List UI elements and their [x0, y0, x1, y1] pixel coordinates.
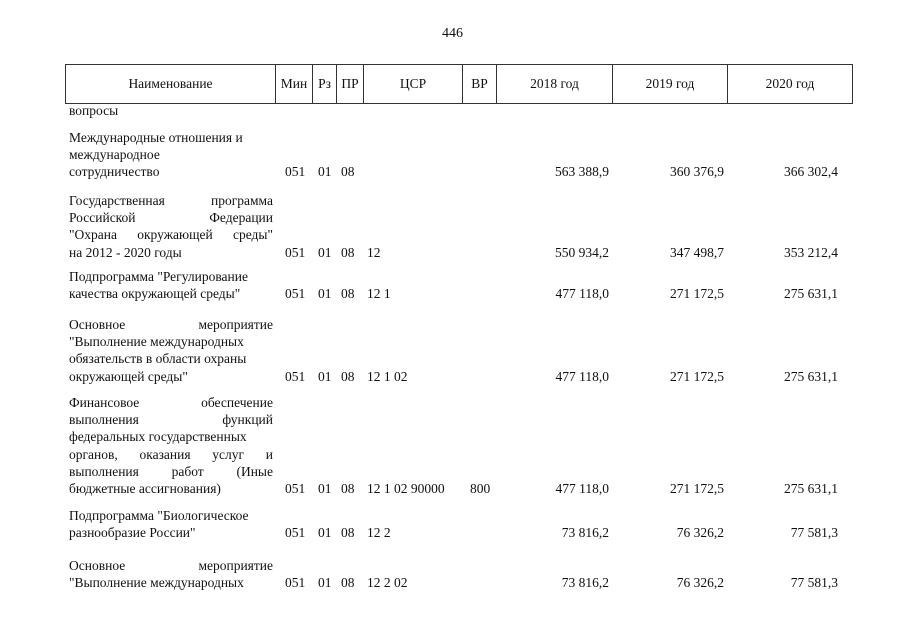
row-rz: 01 — [318, 244, 332, 260]
row-min: 051 — [285, 244, 306, 260]
row-csr: 12 1 — [367, 286, 391, 302]
row-pr: 08 — [341, 164, 355, 180]
row-2018: 477 118,0 — [555, 480, 609, 496]
row-2020: 275 631,1 — [784, 480, 838, 496]
table-row — [0, 268, 905, 302]
row-name-line: выполнения функций — [69, 412, 273, 428]
header-csr: ЦСР — [364, 65, 463, 103]
row-pr: 08 — [341, 525, 355, 541]
row-name-line: обязательств в области охраны — [69, 351, 247, 367]
header-vr: ВР — [463, 65, 497, 103]
row-name — [69, 268, 273, 302]
row-name — [69, 507, 273, 541]
row-2019: 360 376,9 — [670, 164, 724, 180]
table-row — [0, 507, 905, 541]
row-2020: 275 631,1 — [784, 368, 838, 384]
row-2018: 73 816,2 — [561, 525, 609, 541]
row-2019: 271 172,5 — [670, 480, 724, 496]
continued-text: вопросы — [69, 103, 119, 118]
table-row — [0, 129, 905, 181]
row-name — [69, 192, 273, 261]
row-csr: 12 1 02 — [367, 368, 408, 384]
table-row — [0, 316, 905, 385]
row-name-line: на 2012 - 2020 годы — [69, 244, 182, 260]
row-min: 051 — [285, 286, 306, 302]
row-min: 051 — [285, 575, 306, 591]
table-row — [0, 557, 905, 591]
row-pr: 08 — [341, 480, 355, 496]
row-2018: 73 816,2 — [561, 575, 609, 591]
row-rz: 01 — [318, 368, 332, 384]
row-name — [69, 129, 273, 181]
row-name-line: Российской Федерации — [69, 210, 273, 226]
row-name-line: Подпрограмма "Регулирование — [69, 269, 248, 284]
row-min: 051 — [285, 525, 306, 541]
row-csr: 12 2 02 — [367, 575, 408, 591]
table-row — [0, 394, 905, 497]
row-csr: 12 1 02 90000 — [367, 480, 445, 496]
table-row — [0, 192, 905, 261]
row-2019: 271 172,5 — [670, 286, 724, 302]
row-pr: 08 — [341, 244, 355, 260]
row-name — [69, 394, 273, 497]
header-2018: 2018 год — [497, 65, 613, 103]
header-rz: Рз — [313, 65, 337, 103]
row-name-line: Основное мероприятие — [69, 317, 273, 332]
row-2019: 76 326,2 — [676, 525, 724, 541]
page-number: 446 — [442, 26, 463, 41]
row-rz: 01 — [318, 164, 332, 180]
row-2020: 275 631,1 — [784, 286, 838, 302]
row-name-line: Государственная программа — [69, 193, 273, 208]
row-min: 051 — [285, 480, 306, 496]
row-csr: 12 2 — [367, 525, 391, 541]
row-min: 051 — [285, 164, 306, 180]
row-name-line: Финансовое обеспечение — [69, 395, 273, 410]
row-2018: 477 118,0 — [555, 368, 609, 384]
header-pr: ПР — [337, 65, 364, 103]
row-name-line: Подпрограмма "Биологическое — [69, 508, 249, 523]
header-name: Наименование — [66, 65, 276, 103]
row-name-line: "Выполнение международных — [69, 575, 244, 591]
row-2020: 366 302,4 — [784, 164, 838, 180]
row-pr: 08 — [341, 575, 355, 591]
row-name-line: Международные отношения и — [69, 130, 243, 145]
row-2018: 550 934,2 — [555, 244, 609, 260]
row-name-line: бюджетные ассигнования) — [69, 480, 221, 496]
row-rz: 01 — [318, 525, 332, 541]
row-name-line: Основное мероприятие — [69, 558, 273, 573]
row-name-line: органов, оказания услуг и — [69, 446, 273, 462]
row-2019: 76 326,2 — [676, 575, 724, 591]
row-2020: 353 212,4 — [784, 244, 838, 260]
row-2020: 77 581,3 — [790, 575, 838, 591]
row-rz: 01 — [318, 480, 332, 496]
row-vr: 800 — [470, 480, 491, 496]
row-2019: 347 498,7 — [670, 244, 724, 260]
row-name-line: международное — [69, 147, 160, 163]
header-min: Мин — [276, 65, 313, 103]
row-rz: 01 — [318, 286, 332, 302]
row-csr: 12 — [367, 244, 381, 260]
row-name-line: окружающей среды" — [69, 368, 188, 384]
row-2020: 77 581,3 — [790, 525, 838, 541]
row-name — [69, 557, 273, 591]
row-name-line: выполнения работ (Иные — [69, 463, 273, 479]
header-2020: 2020 год — [728, 65, 853, 103]
row-min: 051 — [285, 368, 306, 384]
row-2018: 477 118,0 — [555, 286, 609, 302]
row-rz: 01 — [318, 575, 332, 591]
row-name-line: разнообразие России" — [69, 525, 196, 541]
row-2019: 271 172,5 — [670, 368, 724, 384]
row-name-line: качества окружающей среды" — [69, 286, 241, 302]
row-2018: 563 388,9 — [555, 164, 609, 180]
row-name-line: сотрудничество — [69, 164, 160, 180]
row-pr: 08 — [341, 286, 355, 302]
row-pr: 08 — [341, 368, 355, 384]
row-name — [69, 316, 273, 385]
table-header — [65, 64, 853, 104]
row-name-line: федеральных государственных — [69, 429, 247, 445]
header-2019: 2019 год — [613, 65, 728, 103]
row-name-line: "Выполнение международных — [69, 334, 244, 350]
row-name-line: "Охрана окружающей среды" — [69, 227, 273, 243]
